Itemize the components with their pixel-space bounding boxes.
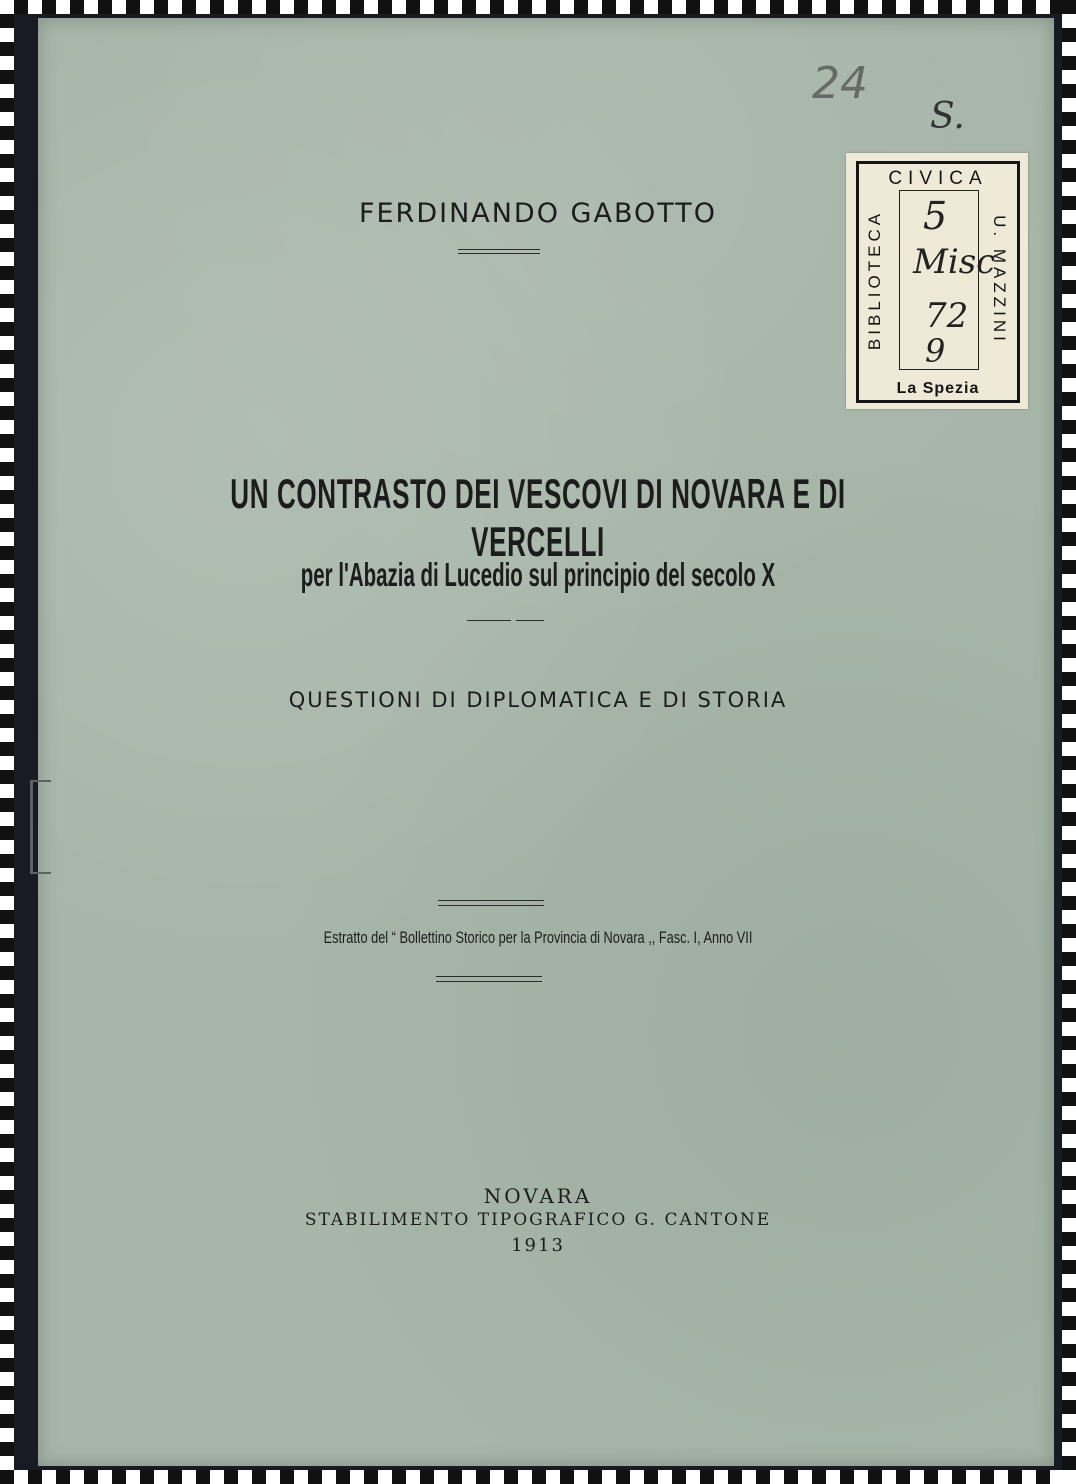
shelfmark-line-4: 9 xyxy=(925,332,946,370)
label-left-text: BIBLIOTECA xyxy=(865,209,884,351)
divider-extract-bottom-2 xyxy=(436,981,542,982)
pencil-number: 24 xyxy=(812,58,868,109)
book-title: UN CONTRASTO DEI VESCOVI DI NOVARA E DI VERCELLI xyxy=(230,470,846,565)
divider-author-1 xyxy=(458,249,540,250)
imprint-city: NOVARA xyxy=(483,1184,593,1208)
divider-extract-top-2 xyxy=(438,905,544,906)
divider-extract-bottom-1 xyxy=(436,976,542,977)
imprint-year: 1913 xyxy=(511,1235,565,1256)
divider-subtitle-1 xyxy=(467,620,511,621)
shelfmark-line-1: 5 xyxy=(923,194,948,238)
label-bottom-text: La Spezia xyxy=(896,380,980,397)
library-label-frame xyxy=(856,161,1020,403)
divider-extract-top-1 xyxy=(438,900,544,901)
divider-subtitle-2 xyxy=(516,620,544,621)
shelfmark-line-3: 72 xyxy=(925,296,969,336)
label-top-text: CIVICA xyxy=(888,168,988,189)
book-subtitle: per l'Abazia di Lucedio sul principio del secolo X xyxy=(300,556,776,593)
section-heading: QUESTIONI DI DIPLOMATICA E DI STORIA xyxy=(288,688,788,712)
label-right-text: U. MAZZINI xyxy=(990,215,1009,345)
pencil-mark: S. xyxy=(930,96,965,137)
shelfmark-line-2: Misc xyxy=(913,242,996,282)
library-label xyxy=(846,153,1028,409)
binding-staple xyxy=(30,780,51,874)
divider-author-2 xyxy=(458,253,540,254)
imprint-printer: STABILIMENTO TIPOGRAFICO G. CANTONE xyxy=(304,1210,772,1230)
author-name: FERDINANDO GABOTTO xyxy=(358,198,718,229)
scan-border-top xyxy=(0,0,1076,14)
scan-border-bottom xyxy=(0,1470,1076,1484)
extract-note: Estratto del “ Bollettino Storico per la Provincia di Novara ,, Fasc. I, Anno VII xyxy=(323,928,753,947)
